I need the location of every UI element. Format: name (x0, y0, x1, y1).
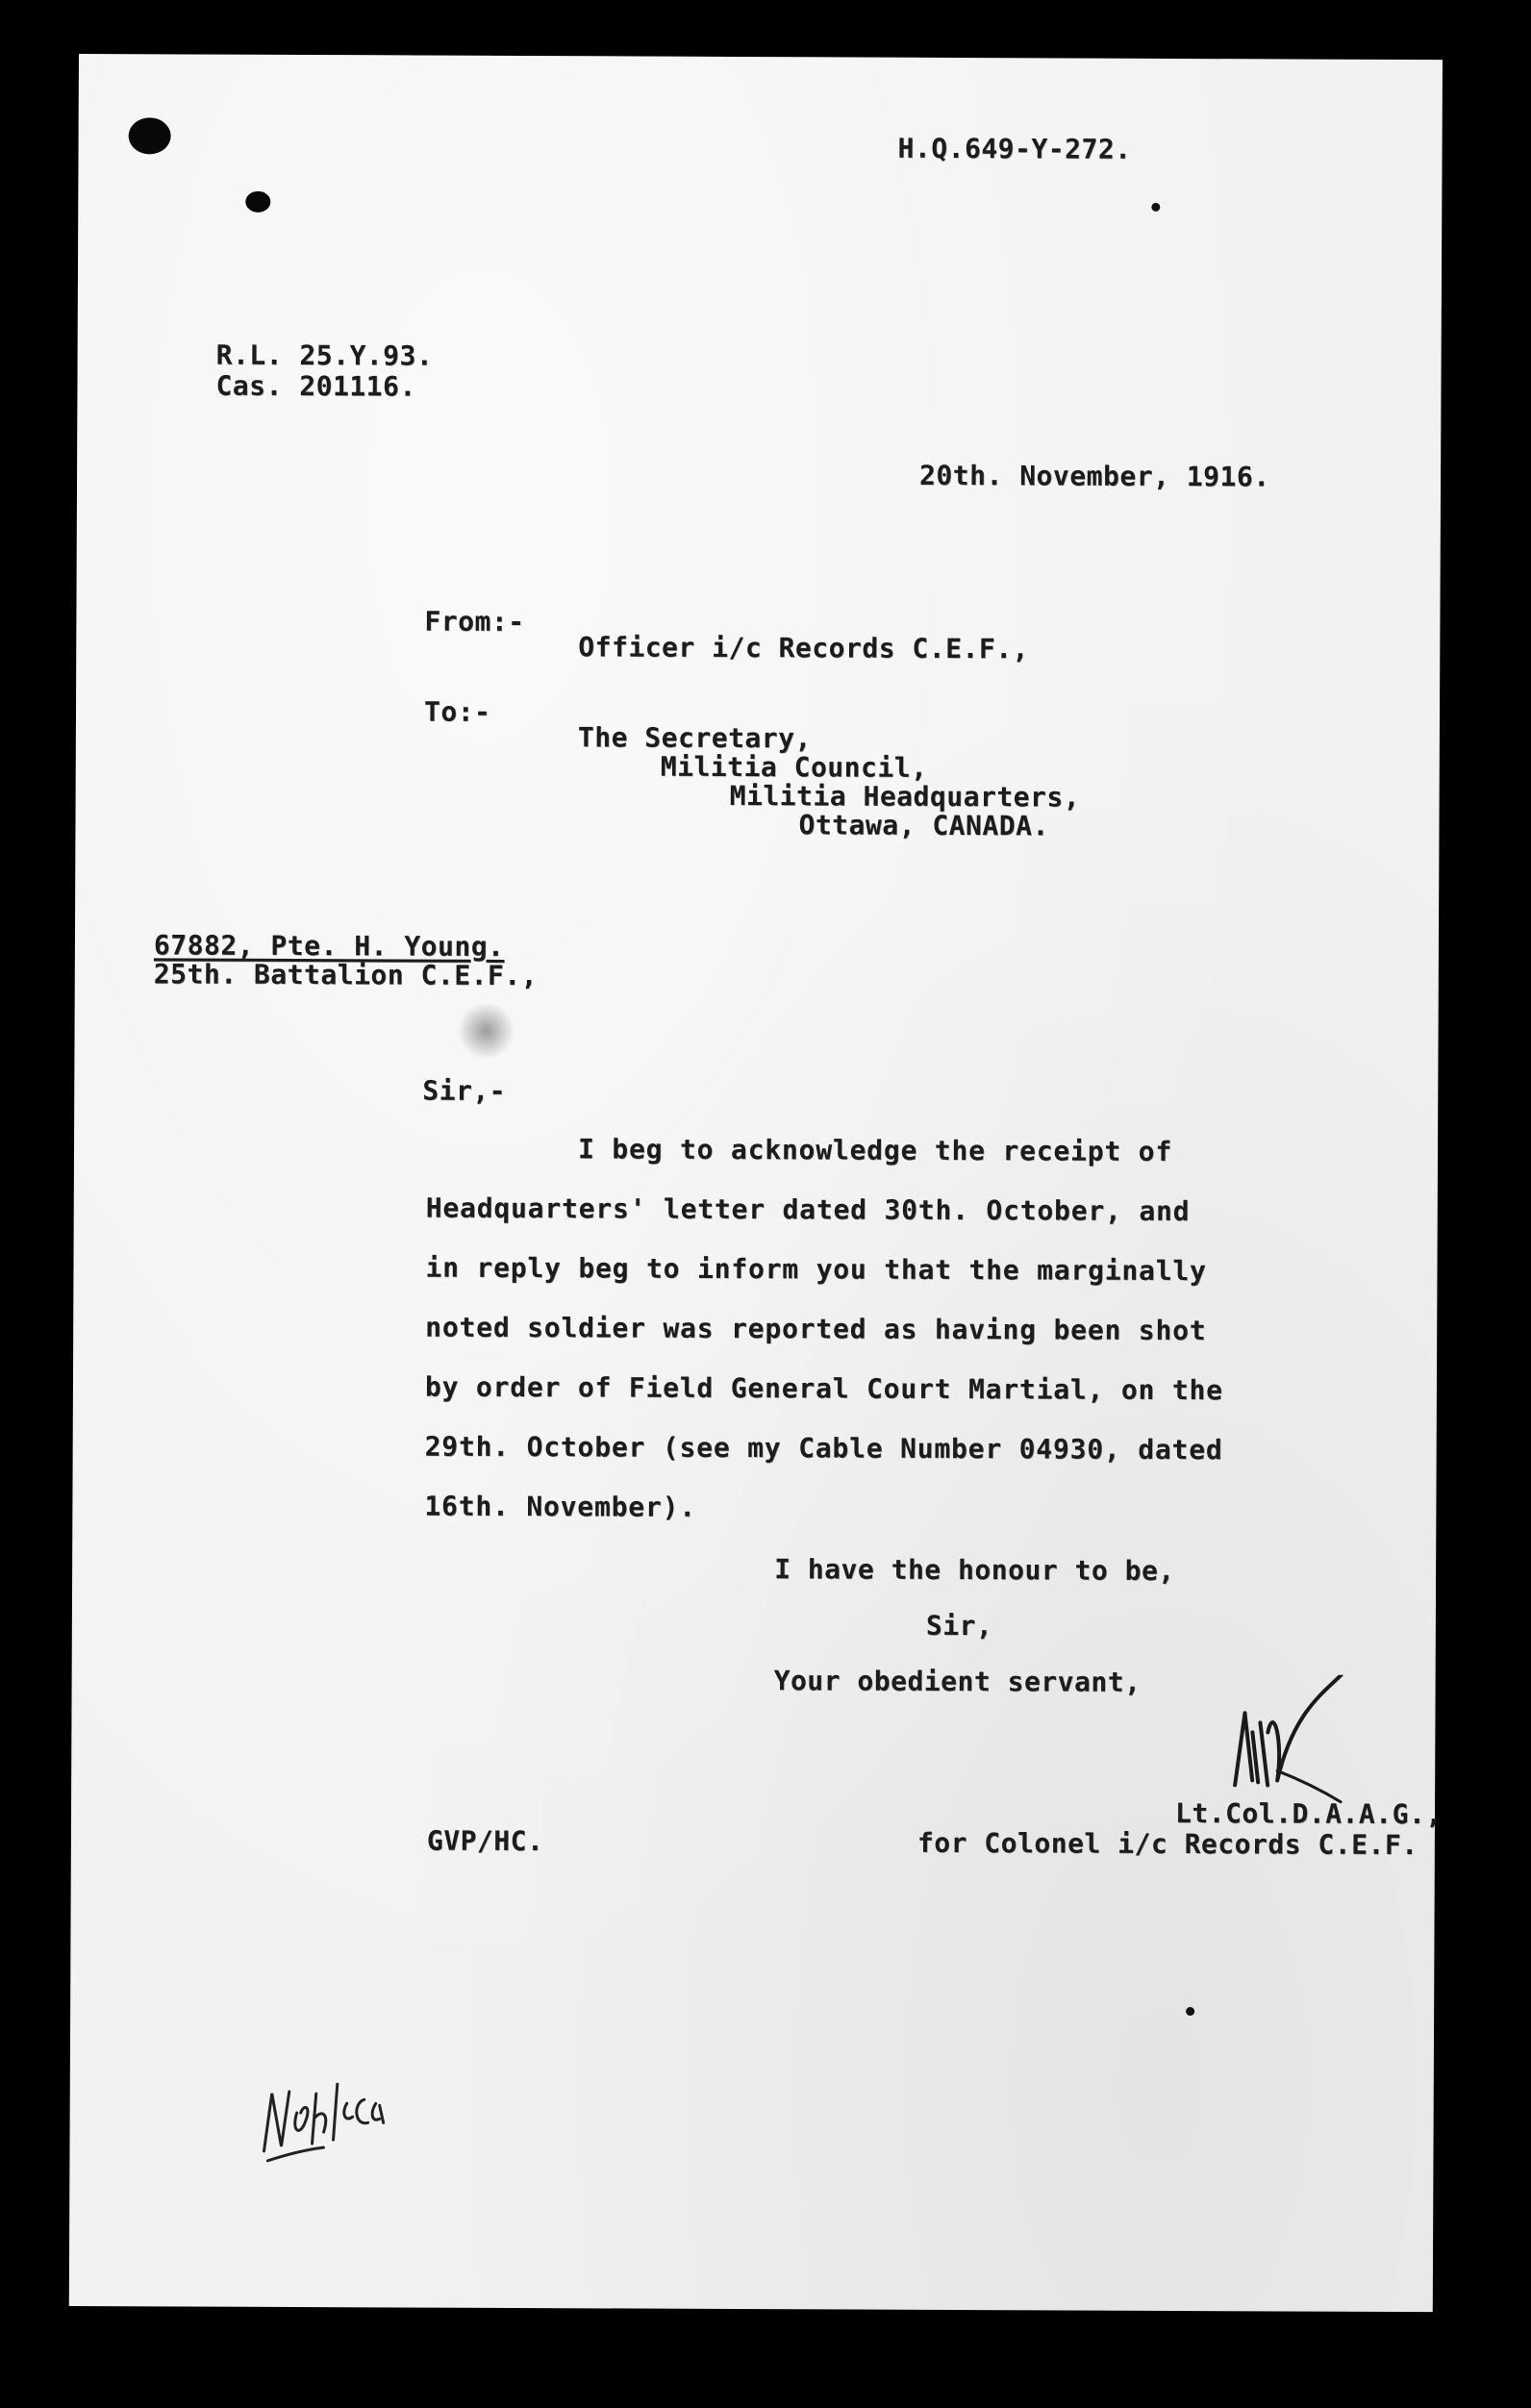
closing-line-2: Sir, (925, 1609, 993, 1643)
smudge-mark (457, 1002, 515, 1060)
from-label: From:- (424, 605, 525, 639)
ink-speck (1186, 2007, 1194, 2016)
to-line-1: The Secretary, (577, 721, 812, 755)
typist-initials: GVP/HC. (426, 1824, 544, 1858)
reference-line-1: R.L. 25.Y.93. (215, 339, 434, 372)
from-value: Officer i/c Records C.E.F., (578, 631, 1030, 665)
to-line-2: Militia Council, (660, 750, 928, 784)
ink-speck (1151, 203, 1160, 212)
signature-for: for Colonel i/c Records C.E.F. (916, 1826, 1418, 1862)
reference-line-2: Cas. 201116. (215, 369, 416, 403)
handwritten-signature (1216, 1674, 1370, 1810)
handwritten-margin-note (252, 2055, 436, 2171)
subject-line-1: 67882, Pte. H. Young. (153, 929, 505, 963)
body-line-4: noted soldier was reported as having been shot (425, 1311, 1207, 1347)
closing-line-3: Your obedient servant, (773, 1665, 1142, 1698)
body-line-6: 29th. October (see my Cable Number 04930, dated (424, 1430, 1223, 1467)
ink-blot (245, 191, 270, 213)
body-line-2: Headquarters' letter dated 30th. October, and (425, 1191, 1191, 1228)
document-page (69, 54, 1443, 2312)
to-line-3: Militia Headquarters, (729, 779, 1081, 814)
letter-date: 20th. November, 1916. (919, 459, 1270, 493)
body-line-3: in reply beg to inform you that the marginally (425, 1251, 1207, 1288)
punch-hole-mark (129, 117, 171, 154)
signature-title: Lt.Col.D.A.A.G., (1174, 1796, 1443, 1831)
salutation: Sir,- (422, 1074, 507, 1107)
to-line-4: Ottawa, CANADA. (798, 809, 1049, 842)
body-line-1: I beg to acknowledge the receipt of (577, 1133, 1173, 1167)
file-reference: H.Q.649-Y-272. (897, 132, 1132, 165)
body-line-7: 16th. November). (424, 1490, 697, 1523)
to-label: To:- (423, 695, 491, 728)
subject-line-2: 25th. Battalion C.E.F., (153, 958, 539, 992)
closing-line-1: I have the honour to be, (774, 1553, 1175, 1587)
body-line-5: by order of Field General Court Martial, on the (424, 1370, 1223, 1407)
